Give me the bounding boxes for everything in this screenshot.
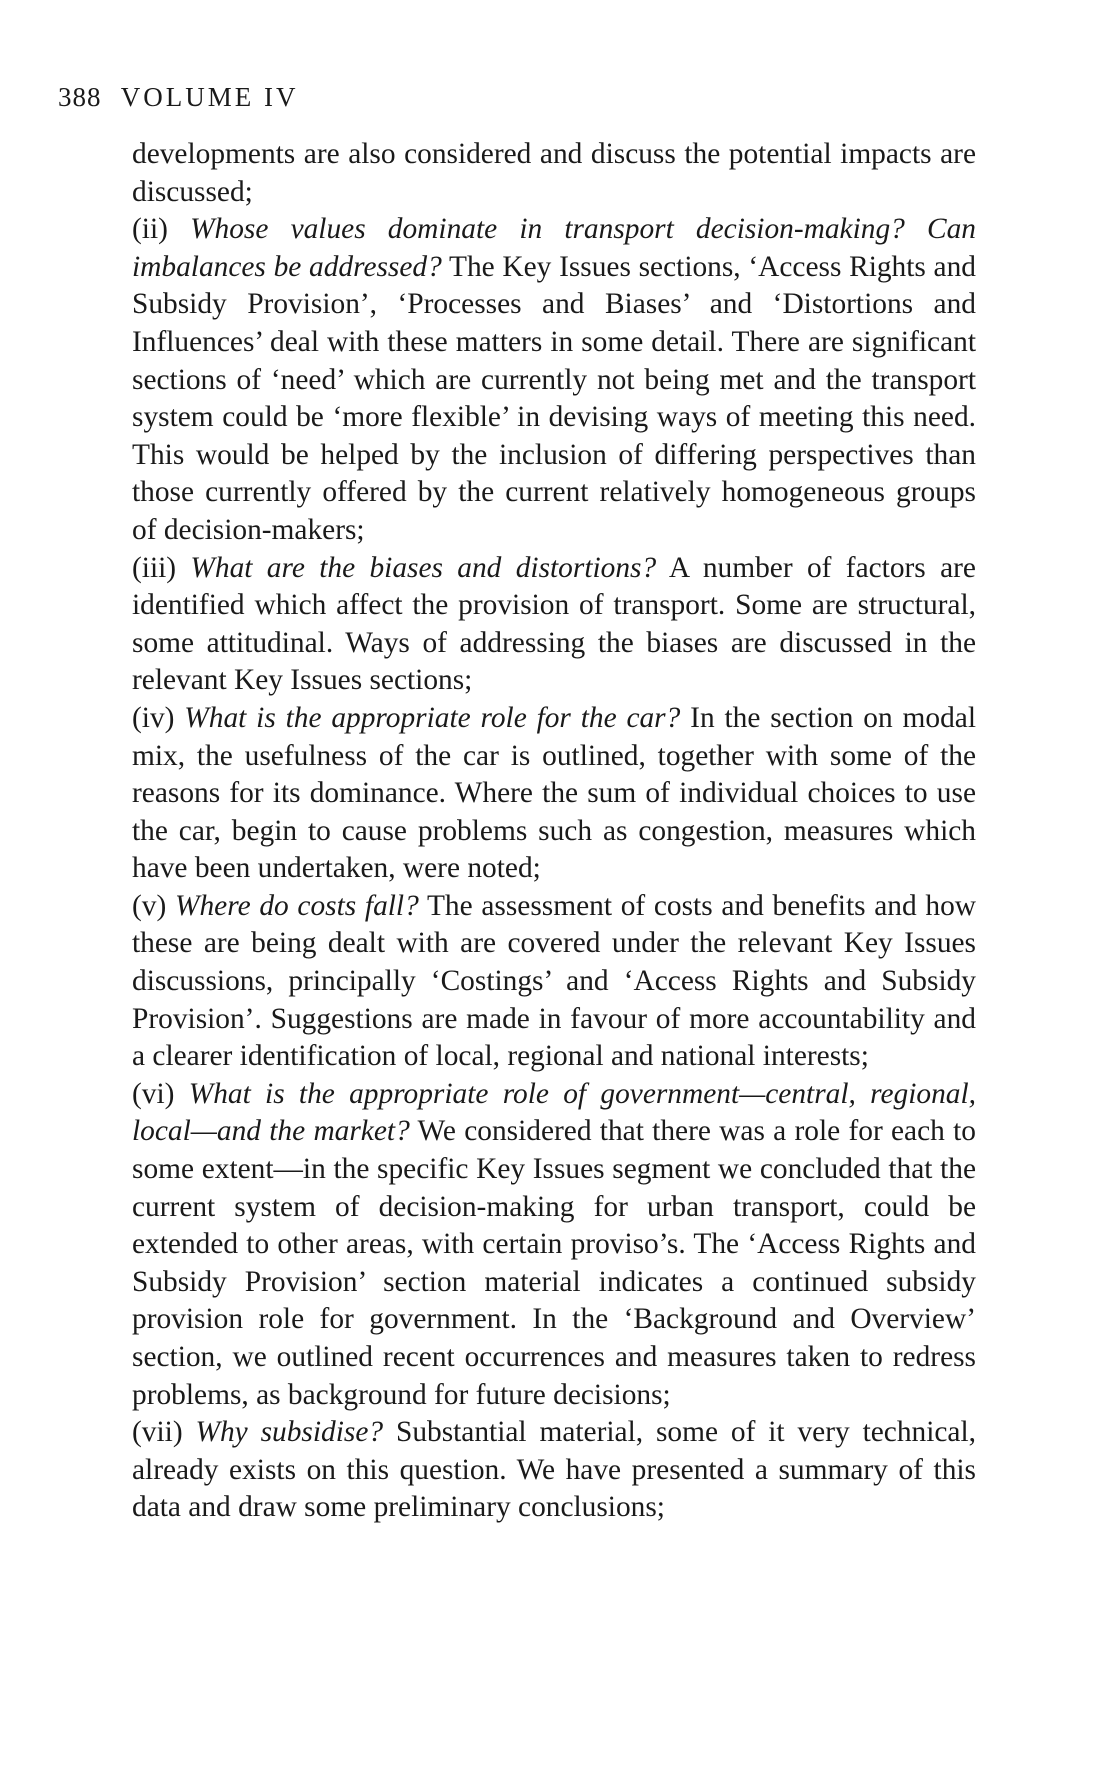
item-question: Whose values dominate in transport decision-making? Can imbalances be addressed? <box>132 213 976 283</box>
paragraph-continuation <box>132 136 976 211</box>
item-text: We considered that there was a role for each to some extent—in the specific Key Issues segment we concluded that the current system of decision-making for urban transport, could be extended to other areas, with certain proviso’s. The ‘Access Rights and Subsidy Provision’ section material indicates a continued subsidy provision role for government. In the ‘Background and Overview’ section, we outlined recent occurrences and measures taken to redress problems, as background for future decisions; <box>132 1115 976 1411</box>
item-label: (ii) <box>132 213 168 246</box>
item-question: Why subsidise? <box>195 1416 384 1449</box>
body-text <box>132 136 976 1527</box>
item-label: (iii) <box>132 551 177 584</box>
paragraph-text: developments are also considered and discuss the potential impacts are discussed; <box>132 138 976 208</box>
list-item-vi <box>132 1076 976 1414</box>
item-label: (vi) <box>132 1077 175 1110</box>
item-label: (iv) <box>132 701 175 734</box>
item-text: In the section on modal mix, the usefulness of the car is outlined, together with some of the reasons for its dominance. Where the sum of individual choices to use the car, begin to cause problems such as congestion, measures which have been undertaken, were noted; <box>132 701 976 885</box>
list-item-iv <box>132 700 976 888</box>
item-text: The assessment of costs and benefits and how these are being dealt with are covered under the relevant Key Issues discussions, principally ‘Costings’ and ‘Access Rights and Subsidy Provision’. Suggestions are made in favour of more accountability and a clearer identification of local, regional and national interests; <box>132 889 977 1073</box>
item-text: A number of factors are identified which affect the provision of transport. Some are structural, some attitudinal. Ways of addressing the biases are discussed in the relevant Key Issues sections; <box>132 551 976 697</box>
item-question: What is the appropriate role of government—central, regional, local—and the market? <box>132 1077 976 1148</box>
item-question: Where do costs fall? <box>175 889 419 922</box>
item-question: What is the appropriate role for the car? <box>184 701 681 734</box>
list-item-vii <box>132 1414 976 1527</box>
running-header <box>58 82 299 113</box>
item-text: The Key Issues sections, ‘Access Rights and Subsidy Provision’, ‘Processes and Biases’ and ‘Distortions and Influences’ deal with these matters in some detail. There are significant sections of ‘need’ which are currently not being met and the transport system could be ‘more flexible’ in devising ways of meeting this need. This would be helped by the inclusion of differing perspectives than those currently offered by the current relatively homogeneous groups of decision-makers; <box>132 250 976 546</box>
running-head-title: VOLUME IV <box>120 82 299 112</box>
list-item-v <box>132 888 976 1076</box>
list-item-ii <box>132 211 976 549</box>
item-text: Substantial material, some of it very technical, already exists on this question. We have presented a summary of this data and draw some preliminary conclusions; <box>132 1416 976 1524</box>
page-number: 388 <box>58 82 102 112</box>
item-label: (v) <box>132 889 167 922</box>
item-label: (vii) <box>132 1416 183 1449</box>
item-question: What are the biases and distortions? <box>190 551 657 584</box>
list-item-iii <box>132 550 976 700</box>
